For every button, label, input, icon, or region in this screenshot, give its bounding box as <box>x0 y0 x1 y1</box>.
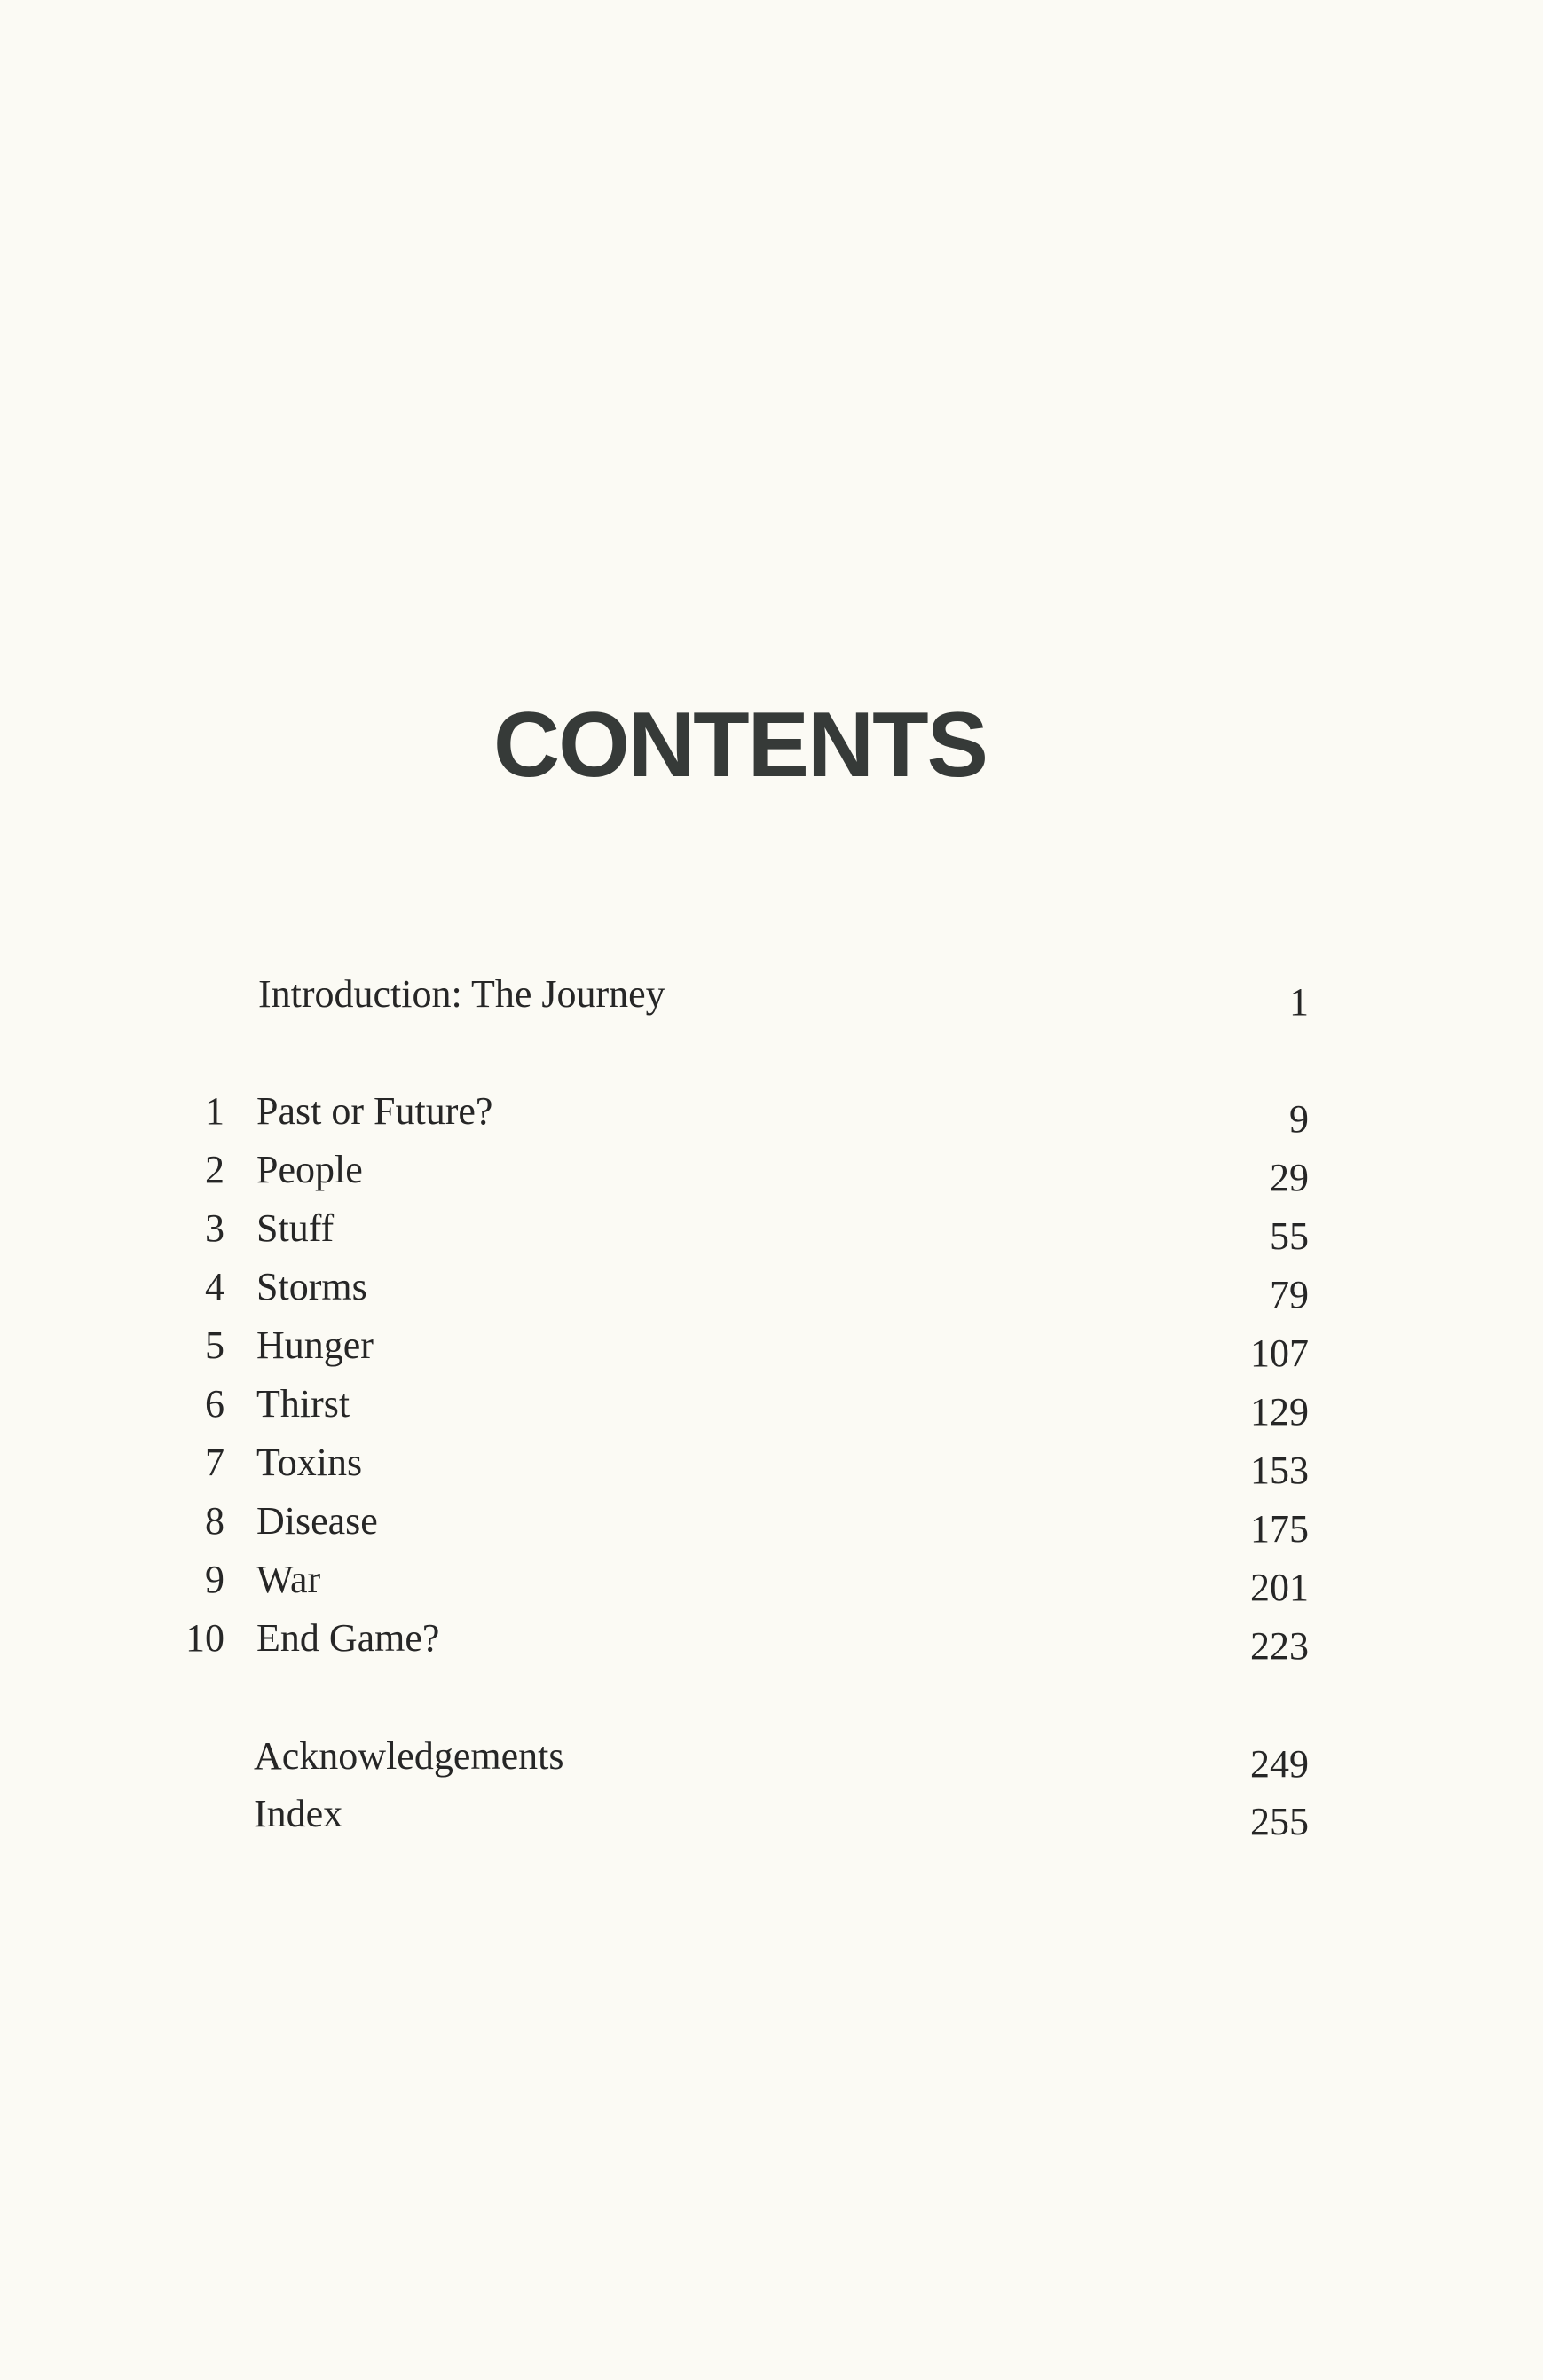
chapter-number: 1 <box>205 1089 224 1133</box>
chapter-number: 3 <box>205 1206 224 1250</box>
toc-entry-chapter[interactable] <box>0 1609 1543 1668</box>
entry-page: 255 <box>1250 1800 1309 1843</box>
chapter-number: 6 <box>205 1382 224 1426</box>
entry-label: War <box>256 1558 321 1601</box>
entry-page: 107 <box>1250 1331 1309 1375</box>
entry-label: Disease <box>256 1499 378 1543</box>
toc-entry-introduction[interactable] <box>0 965 1543 1024</box>
entry-page: 223 <box>1250 1624 1309 1668</box>
toc-entry-chapter[interactable] <box>0 1433 1543 1492</box>
toc-entry-chapter[interactable] <box>0 1316 1543 1375</box>
toc-entry-chapter[interactable] <box>0 1258 1543 1316</box>
entry-label: Acknowledgements <box>254 1734 564 1778</box>
chapter-number: 5 <box>205 1324 224 1367</box>
entry-page: 29 <box>1270 1156 1309 1199</box>
entry-label: Introduction: The Journey <box>258 972 665 1016</box>
chapter-number: 9 <box>205 1558 224 1601</box>
entry-page: 153 <box>1250 1449 1309 1492</box>
entry-label: Past or Future? <box>256 1089 493 1133</box>
toc-entry-chapter[interactable] <box>0 1141 1543 1199</box>
page-title: CONTENTS <box>493 694 987 797</box>
entry-label: Storms <box>256 1265 367 1308</box>
toc-entry-acknowledgements[interactable] <box>0 1727 1543 1786</box>
toc-entry-chapter[interactable] <box>0 1199 1543 1258</box>
entry-label: Toxins <box>256 1441 363 1484</box>
chapter-number: 4 <box>205 1265 224 1308</box>
entry-label: Hunger <box>256 1324 374 1367</box>
toc-entry-chapter[interactable] <box>0 1375 1543 1433</box>
toc-entry-chapter[interactable] <box>0 1492 1543 1551</box>
toc-entry-index[interactable] <box>0 1785 1543 1843</box>
entry-page: 129 <box>1250 1390 1309 1433</box>
entry-label: Thirst <box>256 1382 350 1426</box>
entry-page: 55 <box>1270 1214 1309 1258</box>
chapter-number: 2 <box>205 1148 224 1191</box>
entry-page: 9 <box>1289 1097 1309 1141</box>
entry-label: End Game? <box>256 1616 440 1660</box>
chapter-number: 7 <box>205 1441 224 1484</box>
toc-entry-chapter[interactable] <box>0 1551 1543 1609</box>
entry-page: 201 <box>1250 1566 1309 1609</box>
entry-page: 1 <box>1289 980 1309 1024</box>
entry-page: 175 <box>1250 1507 1309 1551</box>
entry-label: Index <box>254 1792 343 1835</box>
entry-label: People <box>256 1148 363 1191</box>
chapter-number: 10 <box>185 1616 224 1660</box>
entry-page: 79 <box>1270 1273 1309 1316</box>
toc-entry-chapter[interactable] <box>0 1082 1543 1141</box>
entry-label: Stuff <box>256 1206 335 1250</box>
chapter-number: 8 <box>205 1499 224 1543</box>
entry-page: 249 <box>1250 1742 1309 1786</box>
